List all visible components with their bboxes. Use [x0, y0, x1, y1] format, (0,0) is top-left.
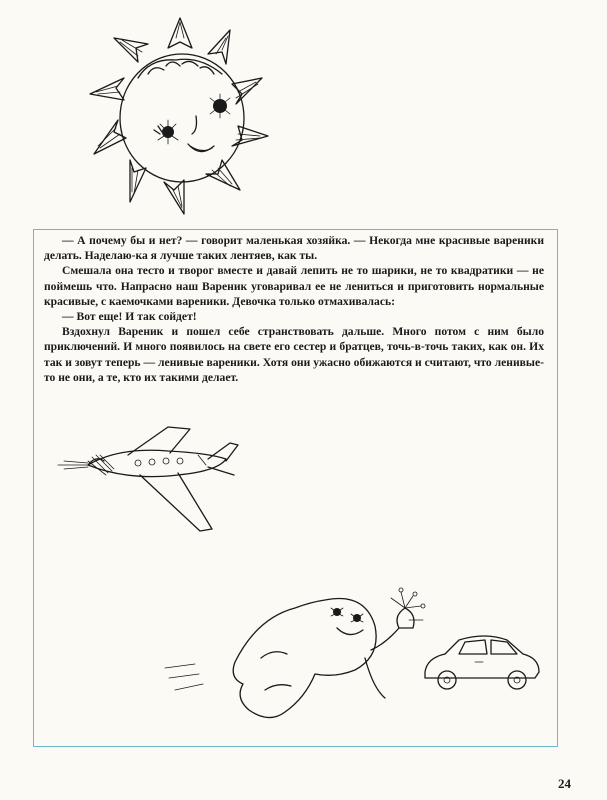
paragraph: Смешала она тесто и творог вместе и давай лепить не то шарики, не то квадратики — не поймешь что. Напрасно наш Вареник уговаривал ее не лениться и приготовить нормальные красивые, с каемочками вареники. Девочка только отмахивалась: — [44, 264, 544, 308]
sun-face-illustration — [80, 8, 280, 228]
dumpling-character-illustration — [165, 578, 425, 738]
page-number: 24 — [558, 776, 571, 791]
sun-rays — [90, 18, 268, 214]
sun-eyes — [158, 94, 230, 144]
story-text — [44, 233, 544, 385]
paragraph: — А почему бы и нет? — говорит маленькая хозяйка. — Некогда мне красивые вареники делать. Наделаю-ка я лучше таких лентяев, как ты. — [44, 234, 544, 263]
car-illustration — [415, 630, 545, 700]
paragraph: Вздохнул Вареник и пошел себе странствовать дальше. Много потом с ним было приключений. И много появилось на свете его сестер и братцев, точь-в-точь таких, как он. Их так и зовут теперь — ленивые вареники. Хотя они ужасно обижаются и считают, что ленивые-то не они, а те, кто их такими делает. — [44, 325, 544, 384]
dumpling-eyes — [331, 608, 363, 622]
sun-face — [120, 54, 244, 182]
paragraph: — Вот еще! И так сойдет! — [62, 310, 197, 324]
airplane-illustration — [58, 425, 258, 545]
